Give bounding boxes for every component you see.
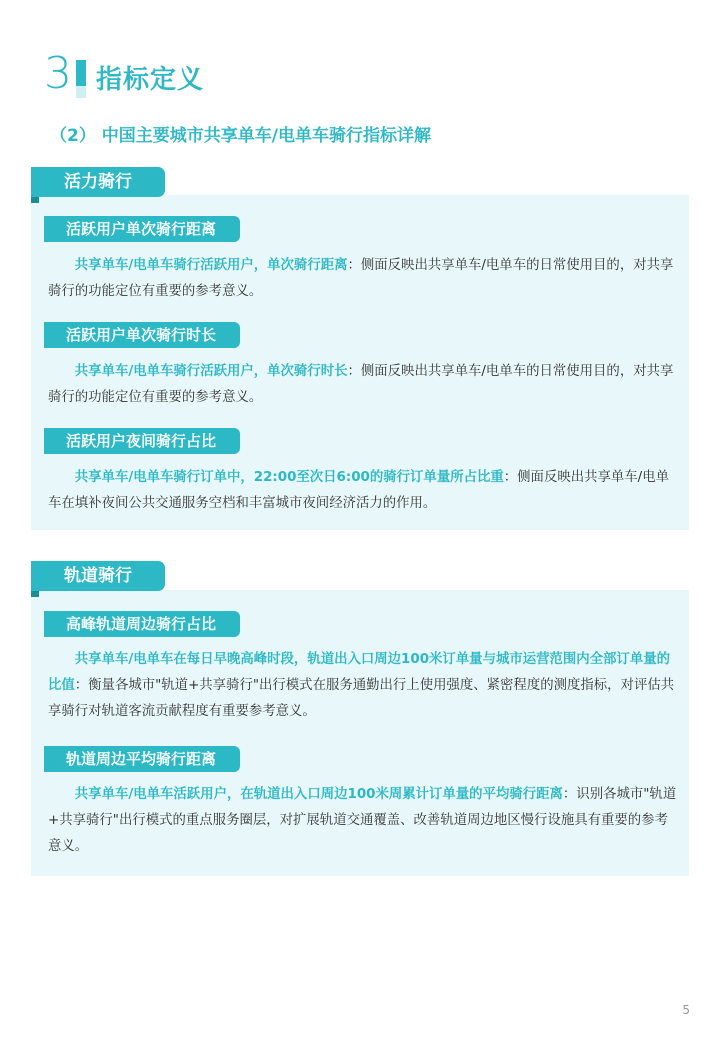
section-bar-decoration <box>76 60 86 98</box>
subheading: （2） 中国主要城市共享单车/电单车骑行指标详解 <box>50 126 431 146</box>
item-text: ：侧面反映出共享单车/电单车的日常使用目的，对共享骑行的功能定位有重要的参考意义。 <box>48 364 674 405</box>
section-title: 指标定义 <box>96 65 205 95</box>
item-label: 轨道周边平均骑行距离 <box>44 746 240 772</box>
item-text: ：识别各城市"轨道+共享骑行"出行模式的重点服务圈层，对扩展轨道交通覆盖、改善轨道周边地区慢行设施具有重要的参考意义。 <box>48 787 677 854</box>
section-number: 3 <box>44 48 72 99</box>
item-text: ：侧面反映出共享单车/电单车在填补夜间公共交通服务空档和丰富城市夜间经济活力的作用。 <box>48 470 669 511</box>
item-highlight: 共享单车/电单车骑行活跃用户，单次骑行距离 <box>74 258 348 273</box>
item-label: 活跃用户单次骑行距离 <box>44 216 240 242</box>
page-number: 5 <box>682 1003 690 1017</box>
item-highlight: 共享单车/电单车骑行订单中，22:00至次日6:00的骑行订单量所占比重 <box>74 470 504 485</box>
item-description <box>48 782 678 860</box>
item-highlight: 共享单车/电单车骑行活跃用户，单次骑行时长 <box>74 364 348 379</box>
item-label: 活跃用户单次骑行时长 <box>44 322 240 348</box>
item-highlight: 共享单车/电单车活跃用户，在轨道出入口周边100米周累计订单量的平均骑行距离 <box>74 787 563 802</box>
item-text: ：侧面反映出共享单车/电单车的日常使用目的，对共享骑行的功能定位有重要的参考意义。 <box>48 258 674 299</box>
item-description <box>48 253 678 305</box>
item-label: 高峰轨道周边骑行占比 <box>44 611 240 637</box>
item-text: ：衡量各城市"轨道+共享骑行"出行模式在服务通勤出行上使用强度、紧密程度的测度指标，对评估共享骑行对轨道客流贡献程度有重要参考意义。 <box>48 678 675 719</box>
item-description <box>48 647 678 725</box>
item-label: 活跃用户夜间骑行占比 <box>44 428 240 454</box>
item-highlight: 共享单车/电单车在每日早晚高峰时段，轨道出入口周边100米订单量与城市运营范围内全部订单量的比值 <box>48 652 671 693</box>
item-description <box>48 359 678 411</box>
category-tab-vitality: 活力骑行 <box>31 167 165 197</box>
category-tab-rail: 轨道骑行 <box>31 561 165 591</box>
item-description <box>48 465 678 517</box>
